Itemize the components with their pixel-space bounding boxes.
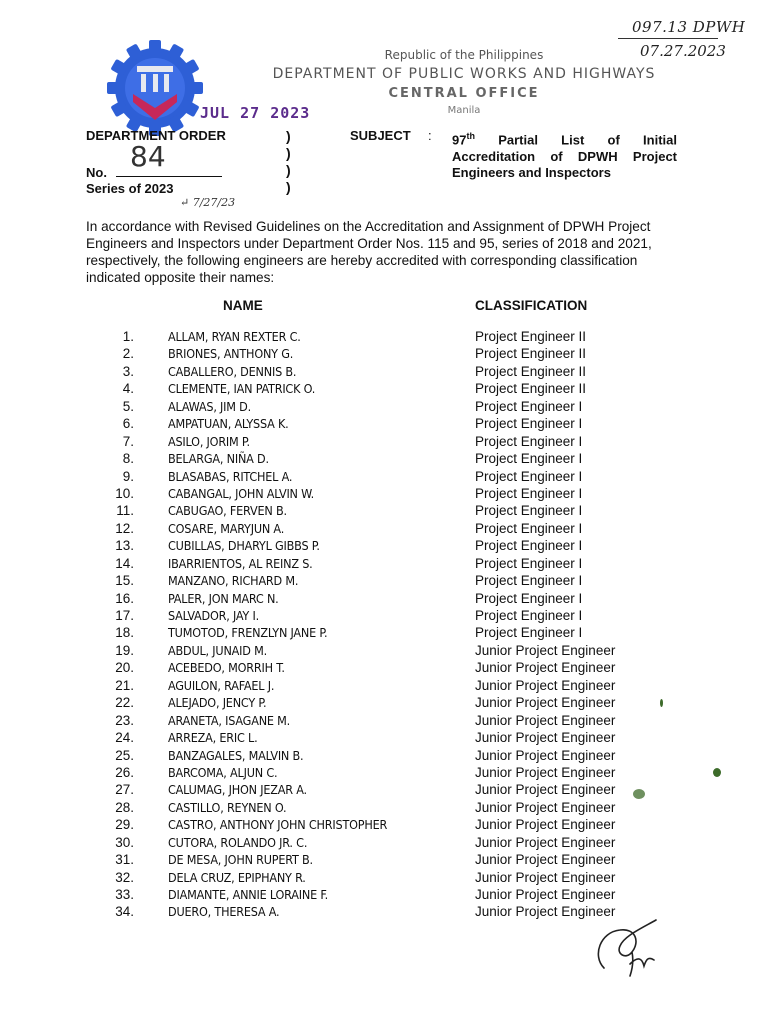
table-row — [0, 608, 768, 625]
engineer-name: BANZAGALES, MALVIN B. — [168, 747, 304, 763]
row-number: 30. — [115, 834, 134, 850]
signed-date-text: 7/27/23 — [192, 196, 236, 209]
received-stamp-date: JUL 27 2023 — [200, 104, 311, 122]
engineer-name: BLASABAS, RITCHEL A. — [168, 468, 293, 484]
engineer-name: MANZANO, RICHARD M. — [168, 573, 299, 589]
engineer-classification: Junior Project Engineer — [475, 660, 616, 676]
republic-line: Republic of the Philippines — [384, 48, 544, 62]
engineer-name: DIAMANTE, ANNIE LORAINE F. — [168, 887, 328, 902]
reference-underline — [618, 38, 718, 39]
engineer-name: DUERO, THERESA A. — [168, 904, 280, 920]
engineer-classification: Junior Project Engineer — [475, 730, 616, 746]
row-number: 4. — [122, 381, 134, 397]
row-number: 26. — [115, 764, 134, 780]
office-city: Manila — [447, 105, 481, 116]
engineer-classification: Junior Project Engineer — [475, 764, 616, 780]
table-row — [0, 730, 768, 747]
row-number: 21. — [115, 677, 134, 693]
row-number: 33. — [115, 887, 134, 902]
engineer-name: CABANGAL, JOHN ALVIN W. — [168, 485, 314, 501]
engineer-classification: Project Engineer I — [475, 416, 583, 432]
handwritten-reference-date: 07.27.2023 — [640, 42, 726, 60]
table-row — [0, 434, 768, 451]
series-label: Series of 2023 — [86, 181, 174, 196]
row-number: 22. — [115, 695, 134, 711]
engineer-classification: Project Engineer I — [475, 468, 583, 484]
order-number-underline — [116, 176, 222, 177]
engineer-classification: Project Engineer II — [475, 346, 587, 362]
engineer-classification: Junior Project Engineer — [475, 834, 616, 850]
subject-colon: : — [428, 128, 432, 143]
row-number: 14. — [115, 555, 134, 571]
table-row — [0, 852, 768, 869]
engineer-name: CABALLERO, DENNIS B. — [168, 363, 297, 379]
row-number: 24. — [115, 730, 134, 746]
table-row — [0, 713, 768, 730]
engineer-classification: Project Engineer I — [475, 538, 583, 554]
engineer-classification: Junior Project Engineer — [475, 782, 616, 798]
engineer-name: ARREZA, ERIC L. — [168, 730, 258, 746]
paper-speck — [713, 768, 721, 777]
row-number: 11. — [116, 503, 134, 519]
engineer-classification: Project Engineer I — [475, 590, 583, 606]
row-number: 2. — [122, 346, 134, 362]
row-number: 8. — [122, 451, 134, 467]
engineer-name: BELARGA, NIÑA D. — [168, 451, 269, 467]
table-row — [0, 748, 768, 765]
table-row — [0, 556, 768, 573]
engineer-name: ARANETA, ISAGANE M. — [168, 712, 291, 728]
table-row — [0, 660, 768, 677]
office-name: CENTRAL OFFICE — [388, 86, 540, 101]
engineer-classification: Junior Project Engineer — [475, 677, 616, 693]
row-number: 25. — [115, 747, 134, 763]
table-row — [0, 573, 768, 590]
table-row — [0, 451, 768, 468]
table-row — [0, 416, 768, 433]
table-row — [0, 346, 768, 363]
engineer-name: CABUGAO, FERVEN B. — [168, 503, 287, 519]
engineer-classification: Junior Project Engineer — [475, 695, 616, 711]
table-row — [0, 486, 768, 503]
table-row — [0, 521, 768, 538]
engineer-classification: Project Engineer I — [475, 573, 583, 589]
engineer-classification: Project Engineer I — [475, 451, 583, 467]
row-number: 5. — [122, 398, 134, 414]
table-row — [0, 695, 768, 712]
engineer-classification: Junior Project Engineer — [475, 817, 616, 833]
engineer-name: CASTRO, ANTHONY JOHN CHRISTOPHER — [168, 817, 388, 833]
engineer-classification: Project Engineer II — [475, 381, 587, 397]
row-number: 18. — [115, 625, 134, 641]
engineer-classification: Project Engineer I — [475, 555, 583, 571]
engineer-classification: Project Engineer I — [475, 485, 583, 501]
table-row — [0, 800, 768, 817]
intro-paragraph: In accordance with Revised Guidelines on the Accreditation and Assignment of DPWH Project Engineers and Inspectors under Department Order Nos. 115 and 95, series of 2018 and 2021, respectively, the following engineers are hereby accredited with corresponding classification indicated opposite their names: — [86, 219, 652, 285]
table-row — [0, 399, 768, 416]
table-row — [0, 591, 768, 608]
subject-body: Partial List of Initial Accreditation of DPWH Project Engineers and Inspectors — [452, 132, 677, 181]
table-row — [0, 870, 768, 887]
table-row — [0, 678, 768, 695]
row-number: 29. — [115, 817, 134, 833]
row-number: 32. — [115, 869, 134, 885]
department-order-label: DEPARTMENT ORDER — [86, 128, 226, 143]
engineer-classification: Junior Project Engineer — [475, 642, 616, 658]
row-number: 6. — [122, 416, 134, 432]
engineer-classification: Project Engineer I — [475, 625, 583, 641]
engineer-name: ACEBEDO, MORRIH T. — [168, 660, 285, 676]
subject-label: SUBJECT — [350, 128, 411, 143]
paper-speck — [660, 699, 663, 707]
subject-text — [452, 128, 677, 182]
table-row — [0, 835, 768, 852]
table-row — [0, 782, 768, 799]
table-row — [0, 817, 768, 834]
handwritten-reference-number: 097.13 DPWH — [632, 18, 746, 36]
row-number: 12. — [115, 520, 134, 536]
table-row — [0, 765, 768, 782]
row-number: 10. — [115, 485, 134, 501]
engineer-classification: Project Engineer I — [475, 503, 583, 519]
engineer-classification: Junior Project Engineer — [475, 904, 616, 920]
engineer-name: ALAWAS, JIM D. — [168, 398, 251, 414]
table-row — [0, 364, 768, 381]
engineer-name: PALER, JON MARC N. — [168, 590, 279, 606]
engineer-classification: Junior Project Engineer — [475, 747, 616, 763]
table-row — [0, 469, 768, 486]
row-number: 17. — [115, 608, 134, 623]
handwritten-signature-icon — [586, 912, 666, 987]
table-row — [0, 643, 768, 660]
row-number: 3. — [122, 363, 134, 379]
engineer-name: CUTORA, ROLANDO JR. C. — [168, 834, 308, 850]
row-number: 20. — [115, 660, 134, 676]
row-number: 16. — [115, 590, 134, 606]
table-row — [0, 538, 768, 555]
engineer-name: TUMOTOD, FRENZLYN JANE P. — [168, 625, 328, 641]
row-number: 31. — [115, 852, 134, 868]
table-row — [0, 329, 768, 346]
department-name: DEPARTMENT OF PUBLIC WORKS AND HIGHWAYS — [272, 66, 656, 82]
engineer-name: ABDUL, JUNAID M. — [168, 642, 267, 658]
order-number-handwritten: 84 — [130, 140, 166, 173]
engineer-name: CALUMAG, JHON JEZAR A. — [168, 782, 307, 798]
table-row — [0, 887, 768, 904]
engineer-name: CLEMENTE, IAN PATRICK O. — [168, 381, 316, 397]
engineer-classification: Project Engineer I — [475, 398, 583, 414]
engineer-name: IBARRIENTOS, AL REINZ S. — [168, 555, 313, 571]
subject-ordinal-suffix: th — [466, 131, 475, 141]
engineer-classification: Project Engineer I — [475, 608, 583, 623]
engineer-classification: Junior Project Engineer — [475, 852, 616, 868]
engineer-classification: Project Engineer II — [475, 363, 587, 379]
bracket-paren: ) — [286, 162, 291, 178]
row-number: 1. — [122, 329, 134, 344]
accreditation-list — [0, 329, 768, 922]
engineer-name: BRIONES, ANTHONY G. — [168, 346, 294, 362]
engineer-name: CUBILLAS, DHARYL GIBBS P. — [168, 538, 320, 554]
engineer-name: DE MESA, JOHN RUPERT B. — [168, 852, 313, 868]
engineer-name: COSARE, MARYJUN A. — [168, 520, 285, 536]
row-number: 15. — [115, 573, 134, 589]
engineer-classification: Junior Project Engineer — [475, 887, 616, 902]
bracket-paren: ) — [286, 179, 291, 195]
row-number: 13. — [115, 538, 134, 554]
table-row — [0, 381, 768, 398]
row-number: 19. — [115, 642, 134, 658]
engineer-name: AGUILON, RAFAEL J. — [168, 677, 275, 693]
signed-date-handwritten: ↵ 7/27/23 — [180, 196, 236, 209]
bracket-paren: ) — [286, 128, 291, 144]
engineer-name: ALEJADO, JENCY P. — [168, 695, 267, 711]
engineer-classification: Junior Project Engineer — [475, 799, 616, 815]
engineer-classification: Junior Project Engineer — [475, 869, 616, 885]
bracket-paren: ) — [286, 145, 291, 161]
row-number: 9. — [122, 468, 134, 484]
engineer-classification: Junior Project Engineer — [475, 712, 616, 728]
subject-ordinal: 97 — [452, 132, 467, 148]
engineer-name: DELA CRUZ, EPIPHANY R. — [168, 869, 306, 885]
order-number-label: No. — [86, 165, 107, 180]
table-row — [0, 503, 768, 520]
column-header-classification: CLASSIFICATION — [475, 298, 588, 313]
engineer-name: ASILO, JORIM P. — [168, 433, 250, 449]
engineer-classification: Project Engineer II — [475, 329, 587, 344]
row-number: 7. — [122, 433, 134, 449]
column-header-name: NAME — [223, 298, 263, 313]
row-number: 27. — [115, 782, 134, 798]
engineer-name: AMPATUAN, ALYSSA K. — [168, 416, 289, 432]
row-number: 34. — [115, 904, 134, 920]
row-number: 23. — [115, 712, 134, 728]
engineer-classification: Project Engineer I — [475, 520, 583, 536]
engineer-name: BARCOMA, ALJUN C. — [168, 764, 278, 780]
engineer-classification: Project Engineer I — [475, 433, 583, 449]
paper-speck — [633, 789, 645, 799]
row-number: 28. — [115, 799, 134, 815]
table-row — [0, 625, 768, 642]
engineer-name: ALLAM, RYAN REXTER C. — [168, 329, 301, 344]
engineer-name: CASTILLO, REYNEN O. — [168, 799, 287, 815]
engineer-name: SALVADOR, JAY I. — [168, 608, 259, 623]
